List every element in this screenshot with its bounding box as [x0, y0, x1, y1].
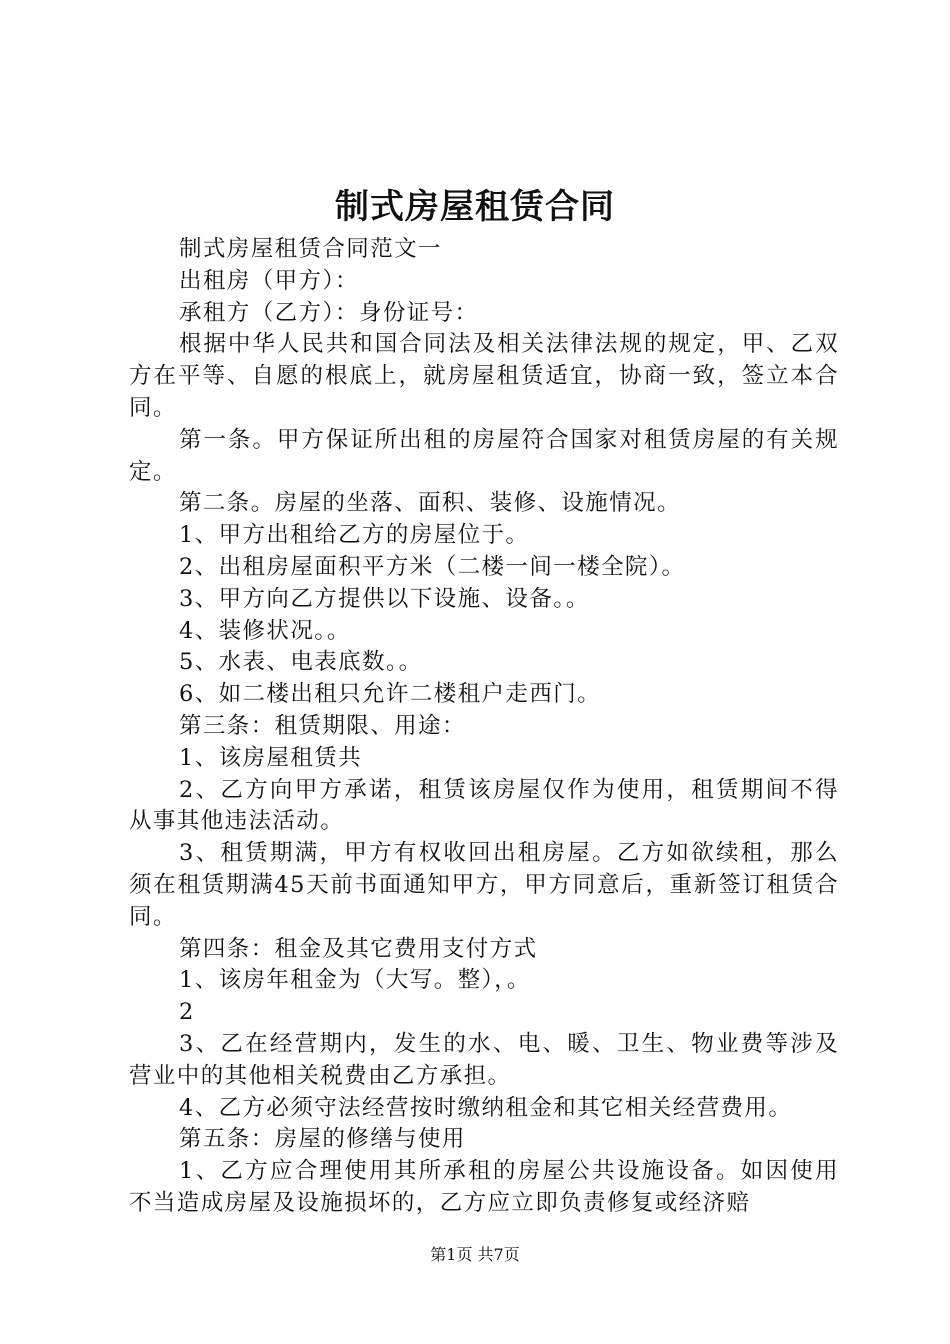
paragraph: 6、如二楼出租只允许二楼租户走西门。 — [179, 681, 602, 708]
paragraph: 根据中华人民共和国合同法及相关法律法规的规定，甲、乙双方在平等、自愿的根底上，就房屋租赁适宜，协商一致，签立本合同。 — [129, 331, 839, 421]
paragraph: 5、水表、电表底数。。 — [179, 649, 423, 676]
paragraph: 4、乙方必须守法经营按时缴纳租金和其它相关经营费用。 — [179, 1094, 793, 1121]
paragraph: 制式房屋租赁合同范文一 — [179, 236, 442, 262]
paragraph: 3、租赁期满，甲方有权收回出租房屋。乙方如欲续租，那么须在租赁期满45天前书面通知甲方，甲方同意后，重新签订租赁合同。 — [129, 840, 839, 930]
page-number-footer: 第1页 共7页 — [430, 1245, 520, 1264]
paragraph: 1、乙方应合理使用其所承租的房屋公共设施设备。如因使用不当造成房屋及设施损坏的，乙方应立即负责修复或经济赔 — [129, 1158, 839, 1216]
document-body — [129, 234, 839, 1220]
paragraph: 承租方（乙方）：身份证号： — [179, 299, 479, 326]
paragraph: 1、该房屋租赁共 — [179, 744, 363, 771]
paragraph: 1、甲方出租给乙方的房屋位于。 — [179, 522, 530, 549]
paragraph: 2、出租房屋面积平方米（二楼一间一楼全院）。 — [179, 553, 686, 580]
paragraph: 出租房（甲方）： — [179, 267, 359, 294]
paragraph: 3、乙在经营期内，发生的水、电、暖、卫生、物业费等涉及营业中的其他相关税费由乙方承担。 — [129, 1030, 839, 1089]
paragraph: 3、甲方向乙方提供以下设施、设备。。 — [179, 585, 590, 612]
paragraph: 2、乙方向甲方承诺，租赁该房屋仅作为使用，租赁期间不得从事其他违法活动。 — [129, 776, 839, 835]
document-title: 制式房屋租赁合同 — [335, 187, 615, 227]
paragraph: 1、该房年租金为（大写。整），。 — [179, 967, 531, 994]
paragraph: 第四条：租金及其它费用支付方式 — [179, 935, 538, 962]
paragraph: 第三条：租赁期限、用途： — [179, 712, 466, 739]
paragraph: 4、装修状况。。 — [179, 617, 351, 644]
paragraph: 2 — [179, 999, 195, 1026]
paragraph: 第一条。甲方保证所出租的房屋符合国家对租赁房屋的有关规定。 — [129, 426, 839, 485]
paragraph: 第五条：房屋的修缮与使用 — [179, 1126, 466, 1153]
paragraph: 第二条。房屋的坐落、面积、装修、设施情况。 — [179, 490, 681, 517]
